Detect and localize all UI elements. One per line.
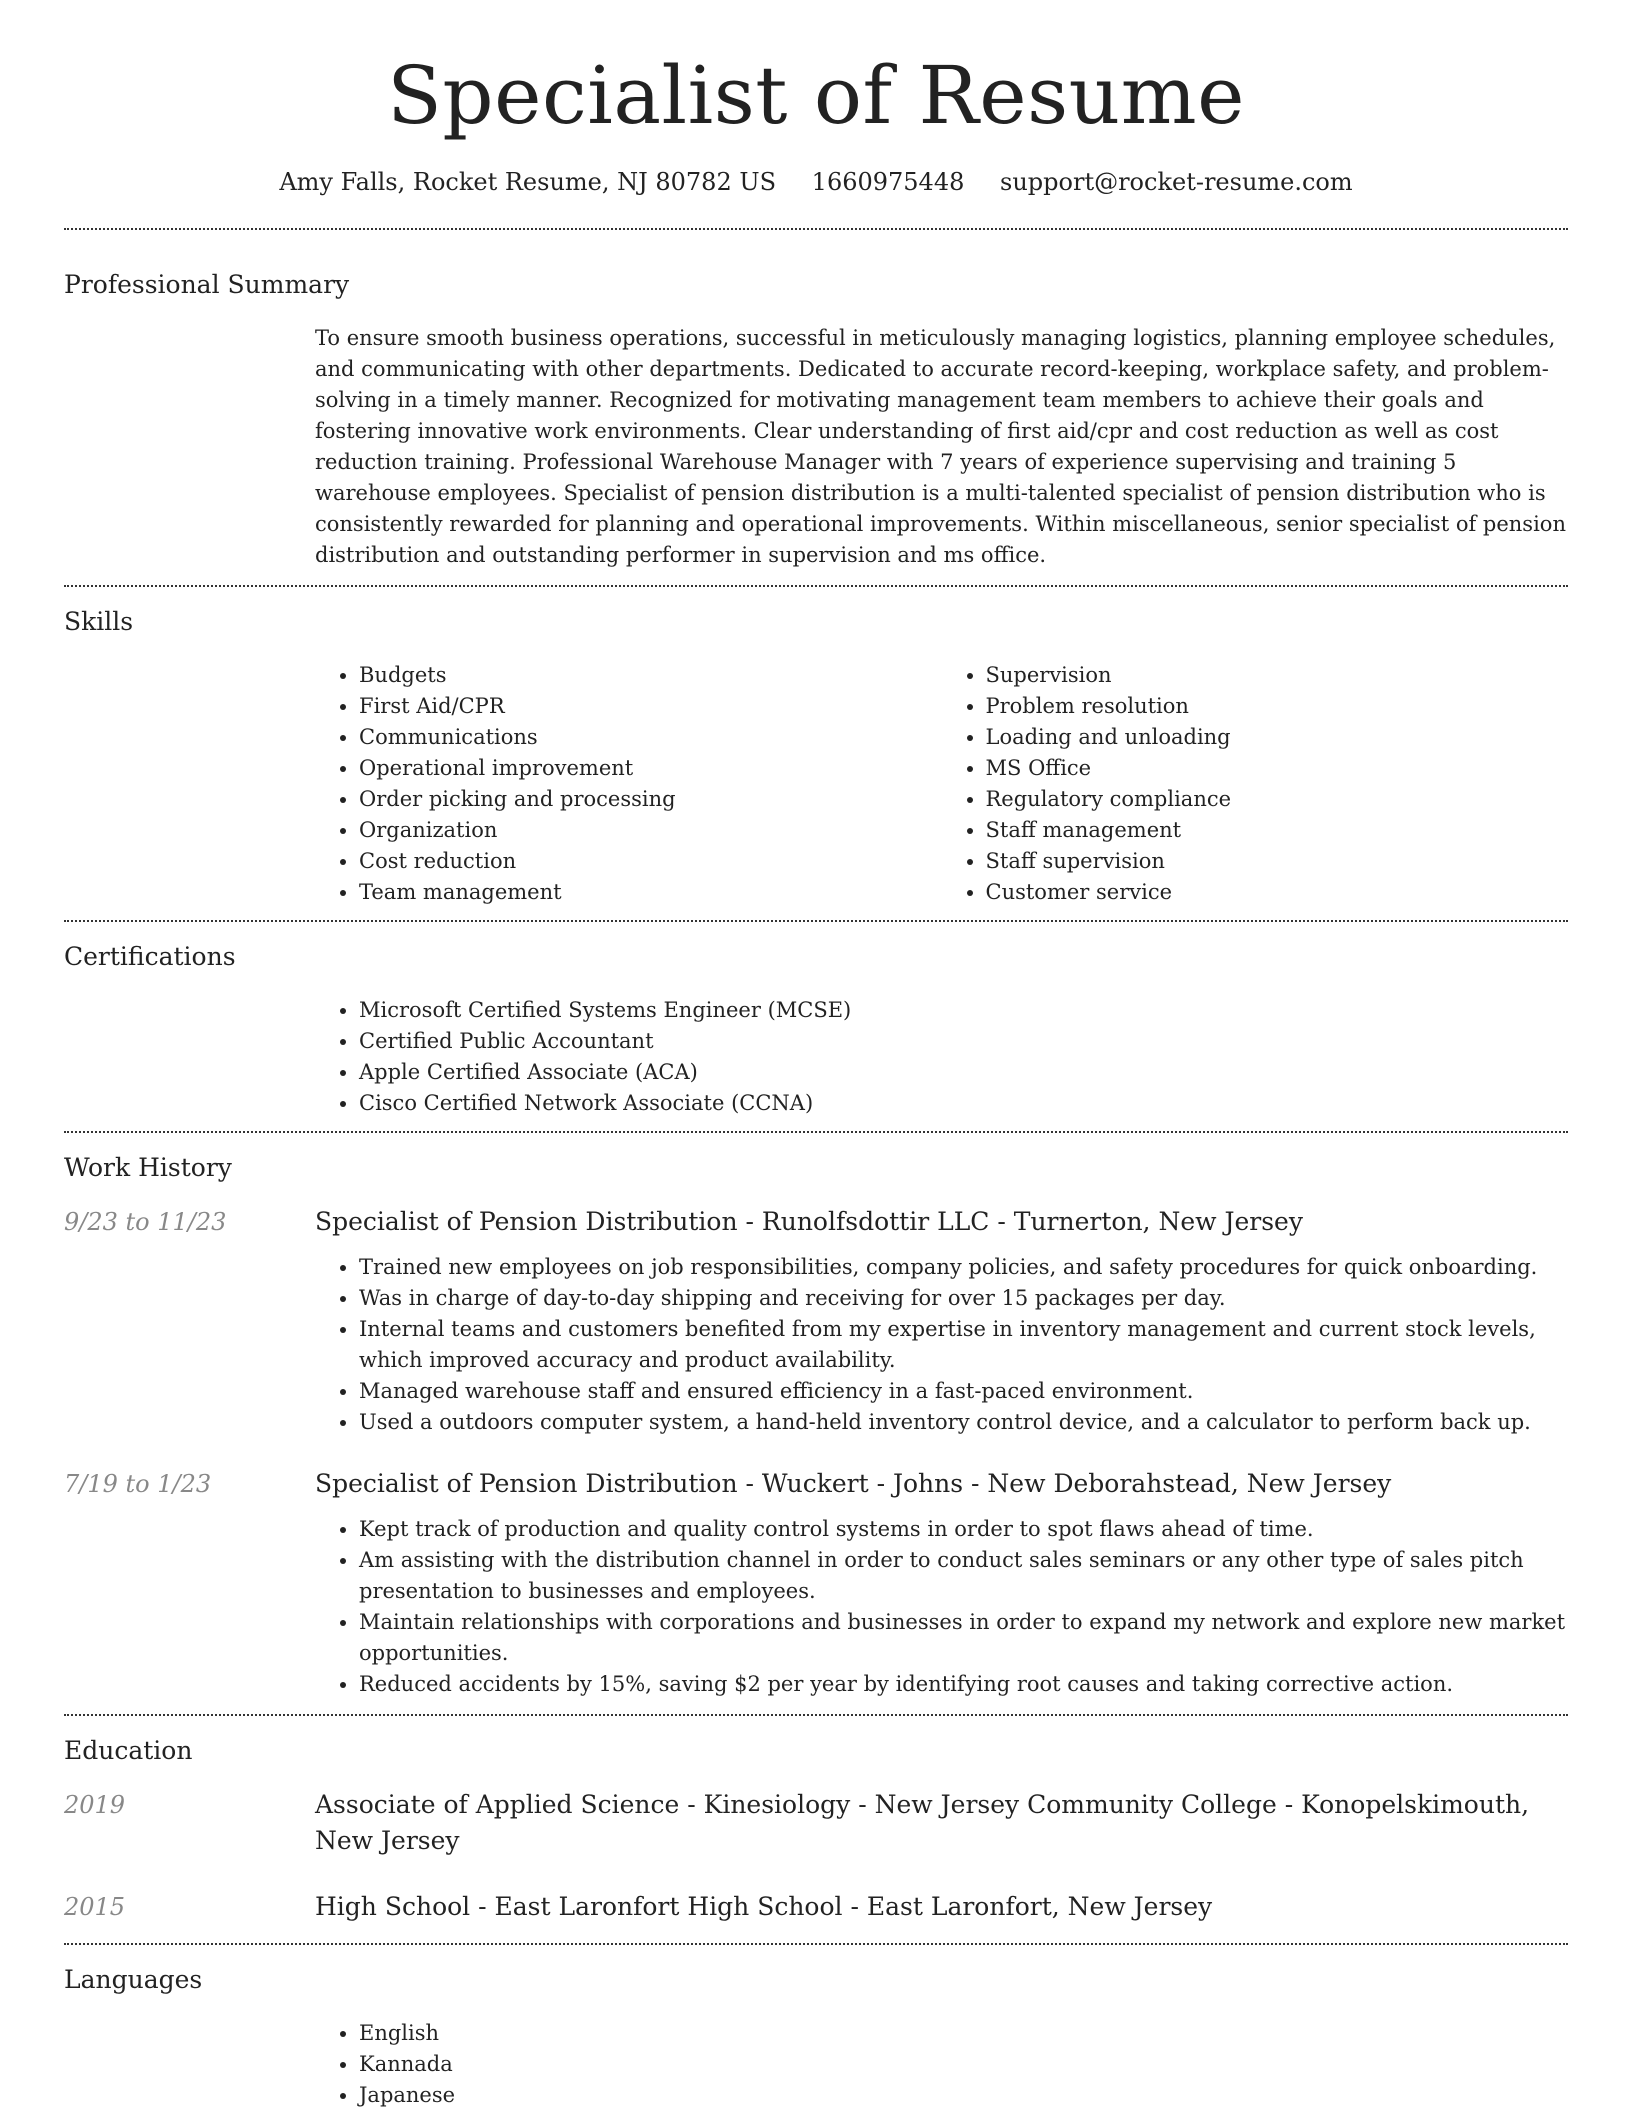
certification-item: • Certified Public Accountant (359, 1026, 1568, 1057)
work-bullet: • Internal teams and customers benefited from my expertise in inventory management and current stock levels, which improved accuracy and product availability. (359, 1314, 1568, 1376)
certification-item: • Cisco Certified Network Associate (CCNA) (359, 1088, 1568, 1119)
work-dates: 7/19 to 1/23 (64, 1470, 212, 1498)
work-bullet: • Trained new employees on job responsibilities, company policies, and safety procedures for quick onboarding. (359, 1252, 1568, 1283)
summary-text: To ensure smooth business operations, successful in meticulously managing logistics, planning employee schedules, and communicating with other departments. Dedicated to accurate record-keeping, workplace safety, and problem-solving in a timely manner. Recognized for motivating management team members to achieve their goals and fostering innovative work environments. Clear understanding of first aid/cpr and cost reduction as well as cost reduction training. Professional Warehouse Manager with 7 years of experience supervising and training 5 warehouse employees. Specialist of pension distribution is a multi-talented specialist of pension distribution who is consistently rewarded for planning and operational improvements. Within miscellaneous, senior specialist of pension distribution and outstanding performer in supervision and ms office. (315, 326, 1566, 567)
work-bullet: • Kept track of production and quality control systems in order to spot flaws ahead of time. (359, 1514, 1568, 1545)
work-title: Specialist of Pension Distribution - Runolfsdottir LLC - Turnerton, New Jersey (315, 1207, 1303, 1236)
language-item: • English (359, 2018, 1568, 2049)
skill-item: • Supervision (986, 660, 1569, 691)
work-title: Specialist of Pension Distribution - Wuckert - Johns - New Deborahstead, New Jersey (315, 1469, 1392, 1498)
contact-line (0, 168, 1632, 196)
education-title: High School - East Laronfort High School - East Laronfort, New Jersey (315, 1892, 1213, 1921)
education-year: 2015 (64, 1893, 126, 1921)
work-dates: 9/23 to 11/23 (64, 1208, 227, 1236)
skill-item: • Organization (359, 815, 942, 846)
skills-grid (315, 660, 1568, 908)
certifications-block (315, 995, 1568, 1119)
skill-item: • Cost reduction (359, 846, 942, 877)
summary-heading: Professional Summary (64, 270, 350, 299)
certifications-section (0, 922, 1632, 1119)
work-entry (64, 1204, 1568, 1438)
certifications-list (315, 995, 1568, 1119)
languages-list (315, 2018, 1568, 2111)
skill-item: • Customer service (986, 877, 1569, 908)
skill-item: • Regulatory compliance (986, 784, 1569, 815)
languages-block (315, 2018, 1568, 2111)
education-entry (64, 1787, 1568, 1859)
languages-heading: Languages (64, 1965, 203, 1994)
skill-item: • Order picking and processing (359, 784, 942, 815)
education-year: 2019 (64, 1791, 126, 1819)
education-title: Associate of Applied Science - Kinesiology - New Jersey Community College - Konopelskimouth, New Jersey (315, 1790, 1530, 1855)
certifications-heading: Certifications (64, 942, 236, 971)
certification-item: • Microsoft Certified Systems Engineer (MCSE) (359, 995, 1568, 1026)
work-bullet: • Managed warehouse staff and ensured efficiency in a fast-paced environment. (359, 1376, 1568, 1407)
contact-phone: 1660975448 (811, 168, 965, 196)
education-entry (64, 1889, 1568, 1925)
work-bullets (315, 1514, 1568, 1700)
contact-address: Amy Falls, Rocket Resume, NJ 80782 US (279, 168, 777, 196)
skill-item: • Staff supervision (986, 846, 1569, 877)
work-content (315, 1466, 1568, 1700)
language-item: • Kannada (359, 2049, 1568, 2080)
education-heading: Education (64, 1736, 193, 1765)
certification-item: • Apple Certified Associate (ACA) (359, 1057, 1568, 1088)
skills-list-right (942, 660, 1569, 908)
skill-item: • Operational improvement (359, 753, 942, 784)
summary-section (0, 230, 1632, 571)
education-content (315, 1889, 1568, 1925)
skill-item: • Staff management (986, 815, 1569, 846)
skill-item: • Team management (359, 877, 942, 908)
work-entry (64, 1466, 1568, 1700)
work-bullet: • Maintain relationships with corporations and businesses in order to expand my network and explore new market opportunities. (359, 1607, 1568, 1669)
work-bullet: • Used a outdoors computer system, a hand-held inventory control device, and a calculator to perform back up. (359, 1407, 1568, 1438)
skills-section (0, 587, 1632, 908)
resume-title: Specialist of Resume (387, 49, 1245, 142)
work-bullets (315, 1252, 1568, 1438)
contact-email[interactable]: support@rocket-resume.com (1000, 168, 1353, 196)
skill-item: • Communications (359, 722, 942, 753)
education-section (0, 1716, 1632, 1925)
work-bullet: • Am assisting with the distribution channel in order to conduct sales seminars or any other type of sales pitch presentation to businesses and employees. (359, 1545, 1568, 1607)
work-history-heading: Work History (64, 1153, 232, 1182)
skill-item: • MS Office (986, 753, 1569, 784)
skills-heading: Skills (64, 607, 134, 636)
work-content (315, 1204, 1568, 1438)
resume-header (0, 0, 1632, 196)
skill-item: • First Aid/CPR (359, 691, 942, 722)
work-history-section (0, 1133, 1632, 1700)
skills-list-left (315, 660, 942, 908)
education-content (315, 1787, 1568, 1859)
language-item: • Japanese (359, 2080, 1568, 2111)
work-bullet: • Reduced accidents by 15%, saving $2 per year by identifying root causes and taking corrective action. (359, 1669, 1568, 1700)
skill-item: • Budgets (359, 660, 942, 691)
skill-item: • Problem resolution (986, 691, 1569, 722)
languages-section (0, 1945, 1632, 2111)
skill-item: • Loading and unloading (986, 722, 1569, 753)
work-bullet: • Was in charge of day-to-day shipping and receiving for over 15 packages per day. (359, 1283, 1568, 1314)
